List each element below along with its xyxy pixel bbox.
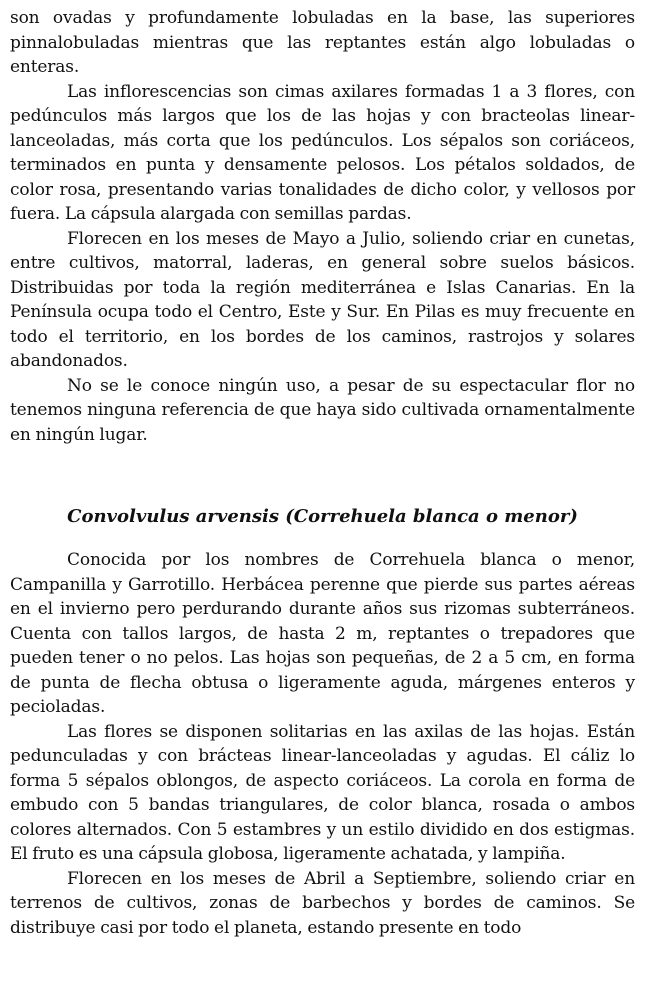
paragraph: No se le conoce ningún uso, a pesar de su espectacular flor no tenemos ninguna referencia de que haya sido cultivada ornamentalmente en ningún lugar.	[10, 375, 635, 445]
section-convolvulus-arvensis	[0, 548, 645, 940]
paragraph: Florecen en los meses de Mayo a Julio, soliendo criar en cunetas, entre cultivos, matorral, laderas, en general sobre suelos básicos. Distribuidas por toda la región mediterránea e Islas Canarias. En la Península ocupa todo el Centro, Este y Sur. En Pilas es muy frecuente en todo el territorio, en los bordes de los caminos, rastrojos y solares abandonados.	[10, 228, 635, 371]
section-previous-species	[0, 6, 645, 447]
paragraph: Conocida por los nombres de Correhuela blanca o menor, Campanilla y Garrotillo. Herbácea perenne que pierde sus partes aéreas en el invierno pero perdurando durante años sus rizomas subterráneos. Cuenta con tallos largos, de hasta 2 m, reptantes o trepadores que pueden tener o no pelos. Las hojas son pequeñas, de 2 a 5 cm, en forma de punta de flecha obtusa o ligeramente aguda, márgenes enteros y pecioladas.	[10, 550, 635, 717]
paragraph: son ovadas y profundamente lobuladas en la base, las superiores pinnalobuladas mientras que las reptantes están algo lobuladas o enteras.	[10, 8, 635, 77]
section-heading: Convolvulus arvensis (Correhuela blanca o menor)	[67, 506, 578, 527]
paragraph: Las inflorescencias son cimas axilares formadas 1 a 3 flores, con pedúnculos más largos que los de las hojas y con bracteolas linear-lanceoladas, más corta que los pedúnculos. Los sépalos son coriáceos, terminados en punta y densamente pelosos. Los pétalos soldados, de color rosa, presentando varias tonalidades de dicho color, y vellosos por fuera. La cápsula alargada con semillas pardas.	[10, 81, 635, 224]
paragraph: Florecen en los meses de Abril a Septiembre, soliendo criar en terrenos de cultivos, zonas de barbechos y bordes de caminos. Se distribuye casi por todo el planeta, estando presente en todo	[10, 868, 635, 938]
paragraph: Las flores se disponen solitarias en las axilas de las hojas. Están pedunculadas y con brácteas linear-lanceoladas y agudas. El cáliz lo forma 5 sépalos oblongos, de aspecto coriáceos. La corola en forma de embudo con 5 bandas triangulares, de color blanca, rosada o ambos colores alternados. Con 5 estambres y un estilo dividido en dos estigmas. El fruto es una cápsula globosa, ligeramente achatada, y lampiña.	[10, 721, 635, 864]
